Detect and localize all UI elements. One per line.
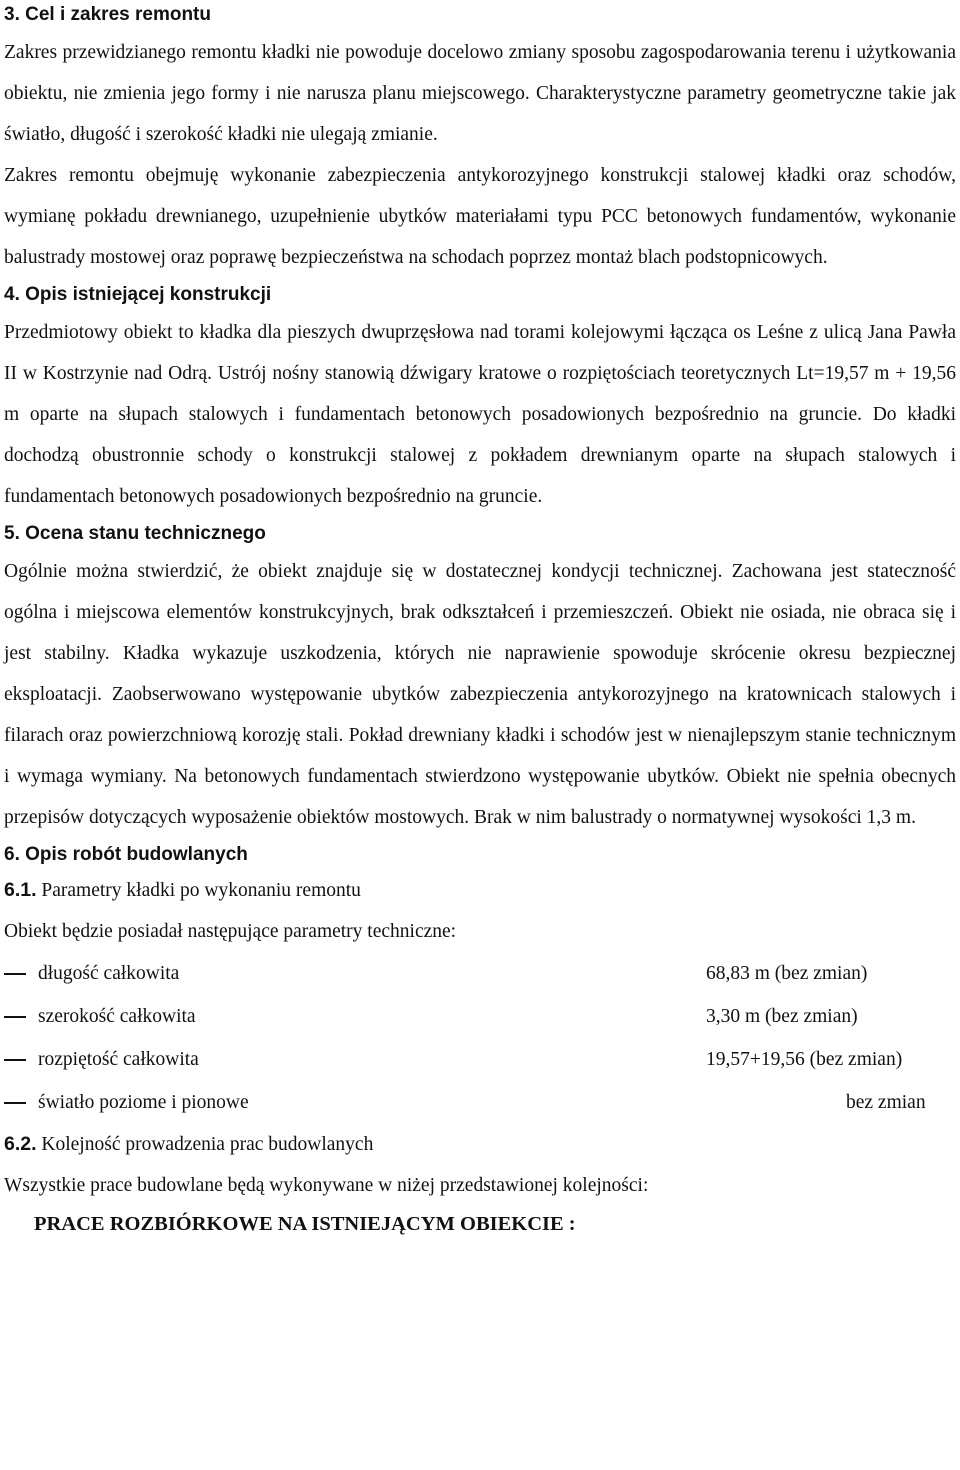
parameter-name: rozpiętość całkowita (38, 1049, 199, 1070)
subsection-6-2-number: 6.2. (4, 1133, 37, 1155)
document-page (4, 0, 956, 1242)
parameter-item (4, 1038, 956, 1081)
section-3-title: Cel i zakres remontu (25, 4, 211, 25)
section-4-heading (4, 278, 956, 308)
parameter-item (4, 952, 956, 995)
dash-bullet-icon (4, 1102, 26, 1104)
section-5-number: 5. (4, 523, 20, 544)
section-4-paragraph-1: Przedmiotowy obiekt to kładka dla pieszych dwuprzęsłowa nad torami kolejowymi łącząca os Leśne z ulicą Jana Pawła II w Kostrzynie nad Odrą. Ustrój nośny stanowią dźwigary kratowe o rozpiętościach teoretycznych Lt=19,57 m + 19,56 m oparte na słupach stalowych i fundamentach betonowych posadowionych bezpośrednio na gruncie. Do kładki dochodzą obustronnie schody o konstrukcji stalowej z pokładem drewnianym oparte na słupach stalowych i fundamentach betonowych posadowionych bezpośrednio na gruncie. (4, 322, 956, 507)
works-heading: PRACE ROZBIÓRKOWE NA ISTNIEJĄCYM OBIEKCIE : (34, 1213, 576, 1235)
section-3-paragraph-2: Zakres remontu obejmuję wykonanie zabezpieczenia antykorozyjnego konstrukcji stalowej kładki oraz schodów, wymianę pokładu drewnianego, uzupełnienie ubytków materiałami typu PCC betonowych fundamentów, wykonanie balustrady mostowej oraz poprawę bezpieczeństwa na schodach poprzez montaż blach podstopnicowych. (4, 165, 956, 268)
parameter-name: długość całkowita (38, 963, 180, 984)
section-5-heading (4, 517, 956, 547)
parameter-value: 3,30 m (bez zmian) (706, 1006, 858, 1027)
works-intro: Wszystkie prace budowlane będą wykonywane w niżej przedstawionej kolejności: (4, 1175, 649, 1196)
section-6-title: Opis robót budowlanych (25, 844, 248, 865)
dash-bullet-icon (4, 973, 26, 975)
section-3-number: 3. (4, 4, 20, 25)
subsection-6-1-number: 6.1. (4, 879, 37, 901)
parameter-value: 19,57+19,56 (bez zmian) (706, 1049, 903, 1070)
section-3-heading (4, 0, 956, 28)
parameter-name: szerokość całkowita (38, 1006, 196, 1027)
section-4-title: Opis istniejącej konstrukcji (25, 284, 272, 305)
section-4-number: 4. (4, 284, 20, 305)
dash-bullet-icon (4, 1016, 26, 1018)
parameter-value: 68,83 m (bez zmian) (706, 963, 868, 984)
subsection-6-2-title: Kolejność prowadzenia prac budowlanych (36, 1134, 374, 1155)
dash-bullet-icon (4, 1059, 26, 1061)
subsection-6-1-title: Parametry kładki po wykonaniu remontu (36, 880, 361, 901)
subsection-6-1-heading (4, 870, 956, 911)
section-6-heading (4, 838, 956, 868)
parameter-value: bez zmian (846, 1092, 926, 1113)
section-5-paragraph-1: Ogólnie można stwierdzić, że obiekt znajduje się w dostatecznej kondycji technicznej. Zachowana jest stateczność ogólna i miejscowa elementów konstrukcyjnych, brak odkształceń i przemieszczeń. Obiekt nie osiada, nie obraca się i jest stabilny. Kładka wykazuje uszkodzenia, których nie naprawienie spowoduje skrócenie okresu bezpiecznej eksploatacji. Zaobserwowano występowanie ubytków zabezpieczenia antykorozyjnego na kratownicach stalowych i filarach oraz powierzchniową korozję stali. Pokład drewniany kładki i schodów jest w nienajlepszym stanie technicznym i wymaga wymiany. Na betonowych fundamentach stwierdzono występowanie ubytków. Obiekt nie spełnia obecnych przepisów dotyczących wyposażenie obiektów mostowych. Brak w nim balustrady o normatywnej wysokości 1,3 m. (4, 561, 956, 828)
section-6-number: 6. (4, 844, 20, 865)
parameters-list (4, 952, 956, 1124)
section-3-paragraph-1: Zakres przewidzianego remontu kładki nie powoduje docelowo zmiany sposobu zagospodarowania terenu i użytkowania obiektu, nie zmienia jego formy i nie narusza planu miejscowego. Charakterystyczne parametry geometryczne takie jak światło, długość i szerokość kładki nie ulegają zmianie. (4, 42, 956, 145)
section-5-title: Ocena stanu technicznego (25, 523, 266, 544)
subsection-6-2-heading (4, 1124, 956, 1165)
parameter-item (4, 995, 956, 1038)
parameter-name: światło poziome i pionowe (38, 1092, 249, 1113)
parameters-intro: Obiekt będzie posiadał następujące parametry techniczne: (4, 921, 457, 942)
parameter-item (4, 1081, 956, 1124)
